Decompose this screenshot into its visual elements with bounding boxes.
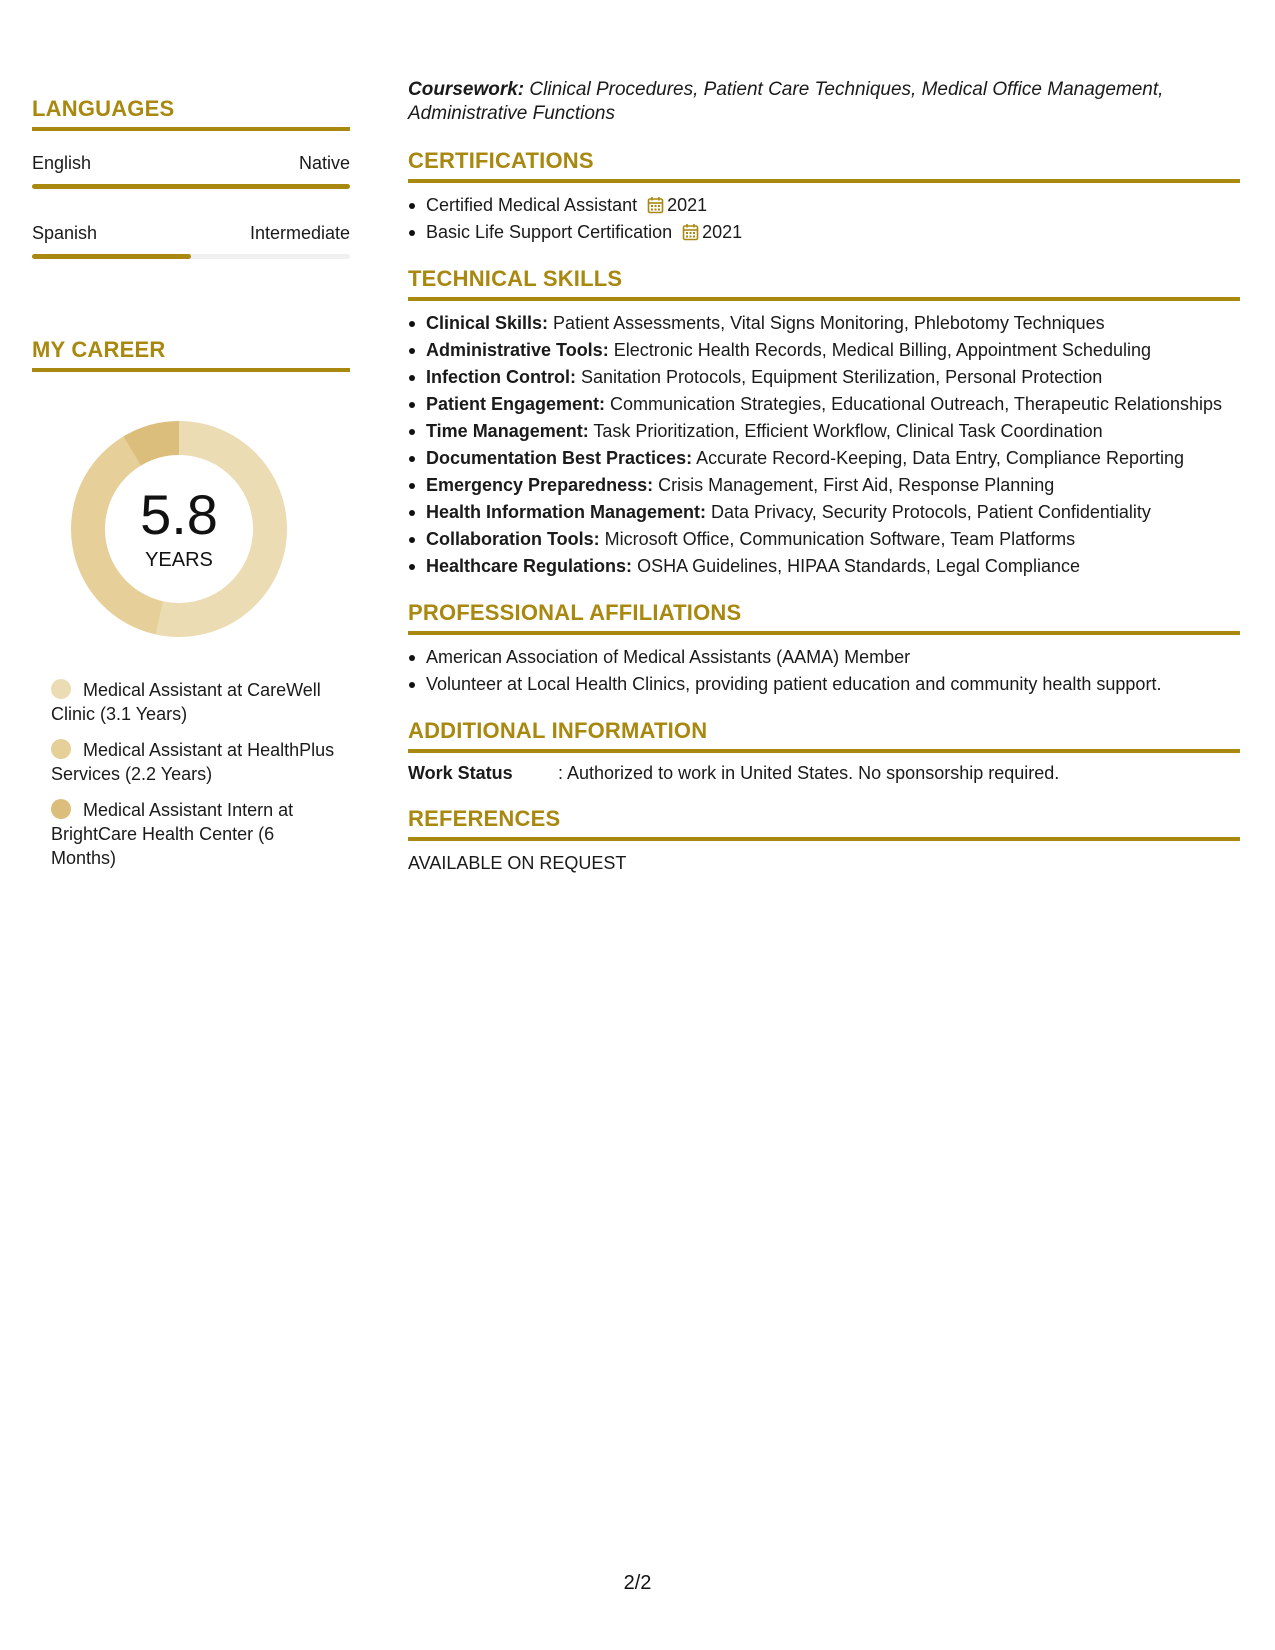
donut-center: [66, 416, 292, 642]
skill-item: [408, 365, 1240, 389]
skill-item: [408, 527, 1240, 551]
language-proficiency-bar: [32, 254, 350, 259]
references-heading: REFERENCES: [408, 806, 1240, 841]
skill-text: Communication Strategies, Educational Outreach, Therapeutic Relationships: [605, 394, 1223, 414]
skill-text: OSHA Guidelines, HIPAA Standards, Legal Compliance: [632, 556, 1080, 576]
certifications-heading: CERTIFICATIONS: [408, 148, 1240, 183]
skill-name: Documentation Best Practices:: [426, 448, 693, 468]
skill-item: [408, 311, 1240, 335]
page-number: 2/2: [623, 1572, 652, 1594]
language-name: Spanish: [32, 223, 98, 243]
skill-item: [408, 419, 1240, 443]
skill-name: Patient Engagement:: [426, 394, 606, 414]
skill-item: [408, 554, 1240, 578]
language-spanish: [32, 223, 350, 259]
skill-name: Administrative Tools:: [426, 340, 609, 360]
legend-item: [51, 798, 341, 870]
skill-name: Infection Control:: [426, 367, 576, 387]
work-status-row: [408, 763, 1240, 784]
skill-text: Patient Assessments, Vital Signs Monitoring, Phlebotomy Techniques: [548, 313, 1105, 333]
coursework-label: Coursework:: [408, 79, 525, 100]
skill-item: [408, 338, 1240, 362]
references-section: [408, 806, 1240, 874]
language-level: Native: [298, 153, 350, 173]
technical-skills-section: [408, 266, 1240, 578]
career-total-years: 5.8: [140, 482, 218, 546]
skill-item: [408, 473, 1240, 497]
career-total-unit: YEARS: [145, 548, 213, 571]
skill-item: [408, 392, 1240, 416]
work-status-value: : Authorized to work in United States. No sponsorship required.: [558, 763, 1060, 783]
references-text: AVAILABLE ON REQUEST: [408, 853, 627, 873]
skill-item: [408, 500, 1240, 524]
skill-text: Accurate Record-Keeping, Data Entry, Compliance Reporting: [692, 448, 1184, 468]
legend-item: [51, 738, 341, 786]
affiliation-item: Volunteer at Local Health Clinics, providing patient education and community health support.: [408, 672, 1240, 696]
skill-name: Time Management:: [426, 421, 589, 441]
legend-label: Medical Assistant at CareWell Clinic (3.1 Years): [51, 680, 321, 724]
language-proficiency-fill: [32, 254, 191, 259]
legend-dot: [51, 679, 71, 699]
career-donut-chart: [66, 416, 292, 642]
calendar-icon: [647, 196, 664, 214]
language-level: Intermediate: [249, 223, 350, 243]
skill-name: Health Information Management:: [426, 502, 707, 522]
languages-heading: LANGUAGES: [32, 96, 350, 131]
language-english: [32, 153, 350, 189]
skill-text: Electronic Health Records, Medical Billing, Appointment Scheduling: [608, 340, 1151, 360]
career-legend: [51, 678, 341, 870]
affiliations-section: [408, 600, 1240, 696]
certification-item: [408, 220, 1240, 244]
skill-text: Task Prioritization, Efficient Workflow, Clinical Task Coordination: [588, 421, 1103, 441]
language-name: English: [32, 153, 92, 173]
legend-dot: [51, 799, 71, 819]
language-proficiency-fill: [32, 184, 350, 189]
skill-name: Clinical Skills:: [426, 313, 549, 333]
additional-info-heading: ADDITIONAL INFORMATION: [408, 718, 1240, 753]
additional-info-section: [408, 718, 1240, 784]
certification-item: [408, 193, 1240, 217]
skill-name: Emergency Preparedness:: [426, 475, 654, 495]
certification-year: 2021: [667, 195, 708, 215]
calendar-icon: [682, 223, 699, 241]
certification-name: Basic Life Support Certification: [426, 222, 673, 242]
skill-text: Data Privacy, Security Protocols, Patient Confidentiality: [706, 502, 1151, 522]
right-column: [408, 78, 1240, 874]
coursework-text: Clinical Procedures, Patient Care Techniques, Medical Office Management, Administrative Functions: [408, 79, 1164, 124]
legend-label: Medical Assistant Intern at BrightCare Health Center (6 Months): [51, 800, 294, 868]
skill-item: [408, 446, 1240, 470]
skill-text: Sanitation Protocols, Equipment Sterilization, Personal Protection: [575, 367, 1103, 387]
skill-name: Collaboration Tools:: [426, 529, 600, 549]
legend-label: Medical Assistant at HealthPlus Services (2.2 Years): [51, 740, 335, 784]
legend-dot: [51, 739, 71, 759]
skill-text: Microsoft Office, Communication Software, Team Platforms: [599, 529, 1076, 549]
work-status-label: Work Status: [408, 763, 513, 783]
certifications-section: [408, 148, 1240, 244]
career-heading: MY CAREER: [32, 337, 350, 372]
left-column: [32, 96, 350, 882]
affiliations-heading: PROFESSIONAL AFFILIATIONS: [408, 600, 1240, 635]
certification-year: 2021: [702, 222, 743, 242]
certification-name: Certified Medical Assistant: [426, 195, 638, 215]
coursework: [408, 78, 1240, 126]
skill-name: Healthcare Regulations:: [426, 556, 633, 576]
legend-item: [51, 678, 341, 726]
skill-text: Crisis Management, First Aid, Response Planning: [653, 475, 1055, 495]
language-proficiency-bar: [32, 184, 350, 189]
affiliation-item: American Association of Medical Assistants (AAMA) Member: [408, 645, 1240, 669]
technical-skills-heading: TECHNICAL SKILLS: [408, 266, 1240, 301]
